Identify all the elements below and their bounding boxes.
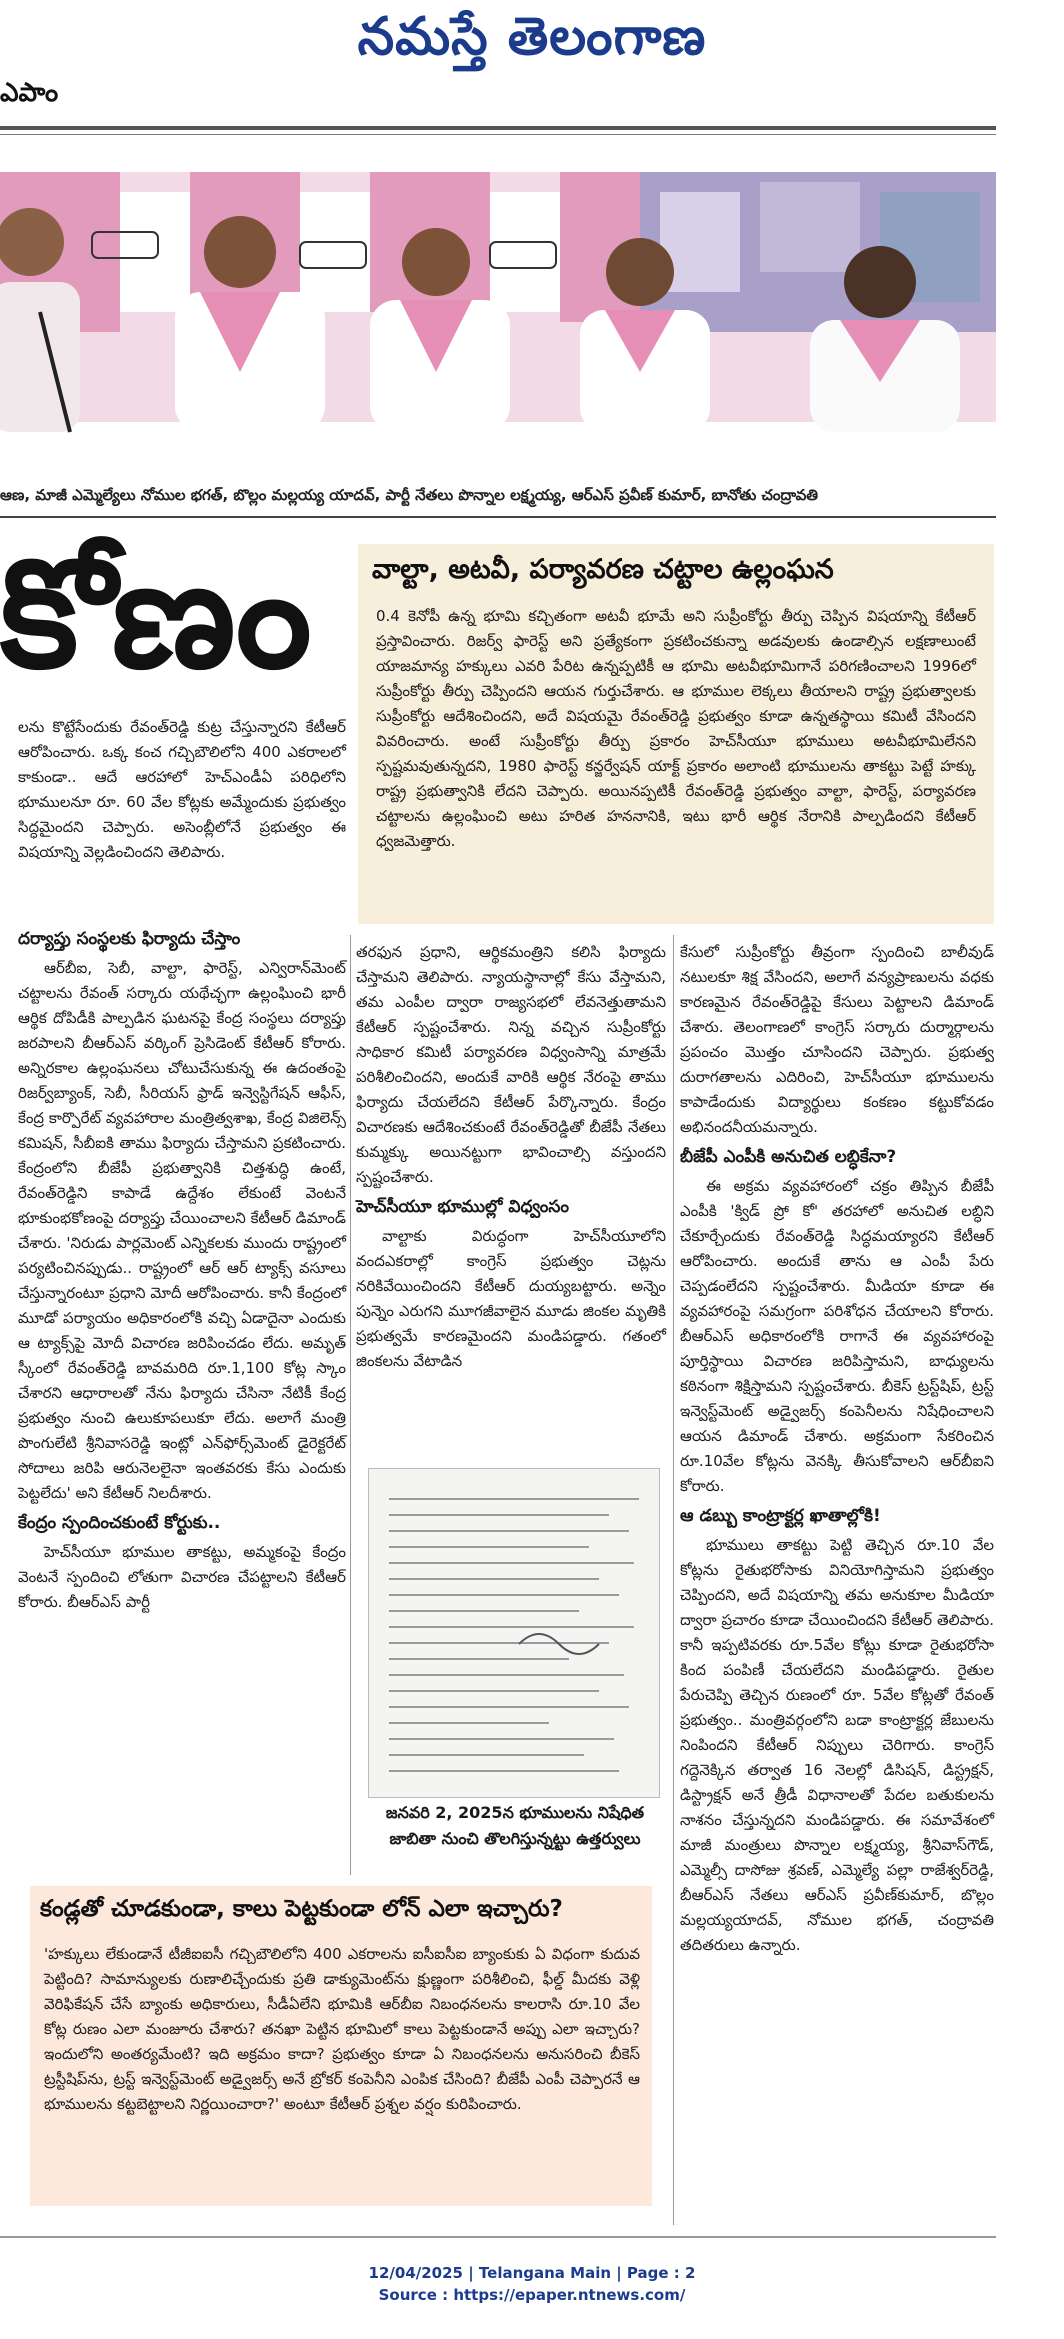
column-3-paragraph-2: ఈ అక్రమ వ్యవహారంలో చక్రం తిప్పిన బీజేపీ ఎంపీకి 'క్విడ్ ప్రో కో' తరహాలో అనుచిత లబ్ధిని చేకూర్చేందుకు రేవంత్‌రెడ్డి సిద్ధమయ్యారని కేటీఆర్ ఆరోపించారు. అందుకే తాను ఆ ఎంపీ పేరు చెప్పడంలేదని స్పష్టంచేశారు. మీడియా కూడా ఈ వ్యవహారంపై సమగ్రంగా పరిశోధన చేయాలని కోరారు. బీఆర్‌ఎస్ అధికారంలోకి రాగానే ఈ వ్యవహారంపై పూర్తిస్థాయి విచారణ జరిపిస్తామని, బాధ్యులను కఠినంగా శిక్షిస్తామని స్పష్టంచేశారు. బీకెస్ ట్రస్ట్‌షిప్, ట్రస్ట్ ఇన్వెస్ట్‌మెంట్ అడ్వైజర్స్ కంపెనీలను నిషేధించాలని ఆయన డిమాండ్ చేశారు. అక్రమంగా సేకరించిన రూ.10వేల కోట్లను వెనక్కి తీసుకోవాలని ఆర్‌బీఐని కోరారు.	[680, 1177, 994, 1495]
column-1-paragraph-1: ఆర్‌బీఐ, సెబీ, వాల్టా, ఫారెస్ట్, ఎన్విరాన్‌మెంట్ చట్టాలను రేవంత్ సర్కారు యథేచ్ఛగా ఉల్లంఘించి భారీ ఆర్థిక దోపిడీకి పాల్పడిన ఘటనపై కేంద్ర సంస్థలు దర్యాప్తు జరపాలని బీఆర్‌ఎస్ వర్కింగ్ ప్రెసిడెంట్ కేటీఆర్ కోరారు. అన్నిరకాల ఉల్లంఘనలు చోటుచేసుకున్న ఈ ఉదంతంపై రిజర్వ్‌బ్యాంక్, సెబీ, సీరియస్ ఫ్రాడ్ ఇన్వెస్టిగేషన్ ఆఫీస్, కేంద్ర కార్పొరేట్ వ్యవహారాల మంత్రిత్వశాఖ, కేంద్ర విజిలెన్స్ కమిషన్, సీబీఐకి తాము ఫిర్యాదు చేస్తామని ప్రకటించారు. కేంద్రంలోని బీజేపీ ప్రభుత్వానికి చిత్తశుద్ధి ఉంటే, రేవంత్‌రెడ్డిని కాపాడే ఉద్దేశం లేకుంటే వెంటనే భూకుంభకోణంపై దర్యాప్తు చేయించాలని కేటీఆర్ డిమాండ్ చేశారు. 'నిరుడు పార్లమెంట్ ఎన్నికలకు ముందు రాష్ట్రంలో పర్యటించినప్పుడు.. రాష్ట్రంలో ఆర్ ఆర్ ట్యాక్స్ వసూలు చేస్తున్నారంటూ ప్రధాని మోదీ ఆరోపించారు. కానీ కేంద్రంలో మూడో పర్యాయం అధికారంలోకి వచ్చి ఏడాదైనా ఎందుకు ఆ ట్యాక్స్‌పై మోదీ విచారణ జరిపించడం లేదు. అమృత్ స్కీంలో రేవంత్‌రెడ్డి బావమరిది రూ.1,100 కోట్ల స్కాం చేశారని ఆధారాలతో నేను ఫిర్యాదు చేసినా నేటికీ కేంద్ర ప్రభుత్వం నుంచి ఉలుకూపలుకూ లేదు. అలాగే మంత్రి పొంగులేటి శ్రీనివాసరెడ్డి ఇంట్లో ఎన్‌ఫోర్స్‌మెంట్ డైరెక్టరేట్ సోదాలు జరిపి ఆరునెలలైనా ఇంతవరకు కేసు ఎందుకు పెట్టలేదు' అని కేటీఆర్ నిలదీశారు.	[18, 959, 346, 1502]
caption-rule	[0, 516, 996, 518]
masthead-rule	[0, 126, 996, 130]
headline-fragment: కోణం	[0, 528, 308, 702]
column-1-paragraph-2: హెచ్‌సీయూ భూముల తాకట్టు, అమ్మకంపై కేంద్రం వెంటనే స్పందించి లోతుగా విచారణ చేపట్టాలని కేటీఆర్ కోరారు. బీఆర్‌ఎస్ పార్టీ	[18, 1543, 346, 1611]
column-2-paragraph-1: తరఫున ప్రధాని, ఆర్థికమంత్రిని కలిసి ఫిర్యాదు చేస్తామని తెలిపారు. న్యాయస్థానాల్లో కేసు వేస్తామని, తమ ఎంపీల ద్వారా రాజ్యసభలో లేవనెత్తుతామని కేటీఆర్ స్పష్టంచేశారు. నిన్న వచ్చిన సుప్రీంకోర్టు సాధికార కమిటీ పర్యావరణ విధ్వంసాన్ని మాత్రమే పరిశీలించిందని, అందుకే వారికి ఆర్థిక నేరంపై తాము ఫిర్యాదు చేయలేదని కేటీఆర్ పేర్కొన్నారు. కేంద్రం విచారణకు ఆదేశించకుంటే రేవంత్‌రెడ్డితో బీజేపీ నేతలు కుమ్మక్కు అయినట్టుగా భావించాల్సి వస్తుందని స్పష్టంచేశారు.	[356, 943, 666, 1186]
subheading-destruction: హెచ్‌సీయూ భూముల్లో విధ్వంసం	[356, 1197, 569, 1217]
column-3	[680, 940, 994, 1960]
newspaper-title: నమస్తే తెలంగాణ	[357, 6, 707, 67]
column-1	[18, 924, 346, 1617]
subheading-bjp-mp: బీజేపీ ఎంపీకి అనుచిత లబ్ధికేనా?	[680, 1147, 897, 1167]
sidebar-box-title: వాల్టా, అటవీ, పర్యావరణ చట్టాల ఉల్లంఘన	[372, 554, 834, 585]
subheading-contractors: ఆ డబ్బు కాంట్రాక్టర్ల ఖాతాల్లోకి!	[680, 1506, 881, 1526]
column-2-paragraph-2: వాల్టాకు విరుద్ధంగా హెచ్‌సీయూలోని వందఎకరాల్లో కాంగ్రెస్ ప్రభుత్వం చెట్లను నరికివేయించిందని కేటీఆర్ దుయ్యబట్టారు. అన్నెం పున్నెం ఎరుగని మూగజీవాలైన మూడు జింకల మృతికి ప్రభుత్వమే కారణమైందని మండిపడ్డారు. గతంలో జింకలను వేటాడిన	[356, 1227, 666, 1370]
footer-source-link[interactable]: Source : https://epaper.ntnews.com/	[378, 2286, 686, 2304]
masthead	[0, 0, 1064, 108]
government-order-caption: జనవరి 2, 2025న భూములను నిషేధిత జాబితా నుంచి తొలగిస్తున్నట్టు ఉత్తర్వులు	[385, 1803, 645, 1848]
footer-date-edition: 12/04/2025 | Telangana Main | Page : 2	[368, 2264, 696, 2282]
column-3-paragraph-3: భూములు తాకట్టు పెట్టి తెచ్చిన రూ.10 వేల కోట్లను రైతుభరోసాకు వినియోగిస్తామని ప్రభుత్వం చెప్పిందని, అదే విషయాన్ని తమ అనుకూల మీడియా ద్వారా ప్రచారం కూడా చేయించిందని కేటీఆర్ తెలిపారు. కానీ ఇప్పటివరకు రూ.5వేల కోట్లు కూడా రైతుభరోసా కింద పంపిణీ చేయలేదని మండిపడ్డారు. రైతుల పేరుచెప్పి తెచ్చిన రుణంలో రూ. 5వేల కోట్లతో రేవంత్ ప్రభుత్వం.. మంత్రివర్గంలోని బడా కాంట్రాక్టర్ల జేబులను నింపిందని కేటీఆర్ నిప్పులు చెరిగారు. కాంగ్రెస్ గద్దెనెక్కిన తర్వాత 16 నెలల్లో డిసిషన్, డిస్ట్రక్షన్, డిస్ట్రాక్షన్ అనే త్రీడీ విధానాలతో పేదల బతుకులను నాశనం చేస్తున్నదని మండిపడ్డారు. ఈ సమావేశంలో మాజీ మంత్రులు పొన్నాల లక్ష్మయ్య, శ్రీనివాస్‌గౌడ్, ఎమ్మెల్సీ దాసోజు శ్రవణ్, ఎమ్మెల్యే పల్లా రాజేశ్వర్‌రెడ్డి, బీఆర్‌ఎస్ నేతలు ఆర్‌ఎస్ ప్రవీణ్‌కుమార్, బొల్లం మల్లయ్యయాదవ్, నోముల భగత్, చంద్రావతి తదితరులు ఉన్నారు.	[680, 1536, 994, 1954]
photo-illustration	[0, 172, 996, 482]
footer	[0, 2262, 1064, 2306]
sidebar-box-body: 0.4 కెనోపీ ఉన్న భూమి కచ్చితంగా అటవీ భూమే అని సుప్రీంకోర్టు తీర్పు చెప్పిన విషయాన్ని కేటీఆర్ ప్రస్తావించారు. రిజర్వ్ ఫారెస్ట్ అని ప్రత్యేకంగా ప్రకటించకున్నా అడవులకు ఉండాల్సిన లక్షణాలుంటే యాజమాన్య హక్కులు ఎవరి పేరిట ఉన్నప్పటికీ ఆ భూమి అటవీభూమిగానే పరిగణించాలని 1996లో సుప్రీంకోర్టు తీర్పు చెప్పిందని ఆయన గుర్తుచేశారు. ఆ భూముల లెక్కలు తీయాలని రాష్ట్ర ప్రభుత్వాలకు సుప్రీంకోర్టు ఆదేశించిందని, అదే విషయమై రేవంత్‌రెడ్డి ప్రభుత్వం కూడా ఉన్నతస్థాయి కమిటీ వేసిందని వివరించారు. అంటే సుప్రీంకోర్టు తీర్పు ప్రకారం హెచ్‌సీయూ భూములు అటవీభూమిలేనని స్పష్టమవుతున్నదని, 1980 ఫారెస్ట్ కన్జర్వేషన్ యాక్ట్ ప్రకారం అలాంటి భూములను తాకట్టు పెట్టే హక్కు రాష్ట్ర ప్రభుత్వానికి లేదని చెప్పారు. అయినప్పటికీ రేవంత్‌రెడ్డి ప్రభుత్వం వాల్టా, ఫారెస్ట్, పర్యావరణ చట్టాలను ఉల్లంఘించి అటు హరిత హననానికి, ఇటు భారీ ఆర్థిక నేరానికి పాల్పడిందని కేటీఆర్ ధ్వజమెత్తారు.	[376, 607, 976, 850]
column-3-paragraph-1: కేసులో సుప్రీంకోర్టు తీవ్రంగా స్పందించి బాలీవుడ్ నటులకూ శిక్ష వేసిందని, అలాగే వన్యప్రాణులను వధకు కారణమైన రేవంత్‌రెడ్డిపై కేసులు పెట్టాలని డిమాండ్ చేశారు. తెలంగాణలో కాంగ్రెస్ సర్కారు దుర్మార్గాలను ప్రపంచం మొత్తం చూసిందని చెప్పారు. ప్రభుత్వ దురాగతాలను ఎదిరించి, హెచ్‌సీయూ భూములను కాపాడేందుకు విద్యార్థులు కంకణం కట్టుకోవడం అభినందనీయమన్నారు.	[680, 943, 994, 1136]
press-meet-photo	[0, 172, 996, 482]
column-divider	[673, 935, 674, 2225]
masthead-rule-thin	[0, 134, 996, 135]
document-scan-illustration	[369, 1469, 659, 1797]
government-order-image	[368, 1468, 660, 1798]
sidebar-box-walta	[358, 544, 994, 924]
subheading-court: కేంద్రం స్పందించకుంటే కోర్టుకు..	[18, 1513, 221, 1533]
footer-rule	[0, 2236, 996, 2238]
bottom-box-body: 'హక్కులు లేకుండానే టీజీఐఐసీ గచ్చిబౌలిలోని 400 ఎకరాలను ఐసీఐసీఐ బ్యాంకుకు ఏ విధంగా కుదువ పెట్టింది? సామాన్యులకు రుణాలిచ్చేందుకు ప్రతి డాక్యుమెంట్‌ను క్షుణ్ణంగా పరిశీలించి, ఫీల్డ్ మీదకు వెళ్లి వెరిఫికేషన్ చేసే బ్యాంకు అధికారులు, సీడీఏలేని భూమికి ఆర్‌బీఐ నిబంధనలను కాలరాసి రూ.10 వేల కోట్ల రుణం ఎలా మంజూరు చేశారు? తనఖా పెట్టిన భూమిలో కాలు పెట్టకుండానే అప్పు ఎలా ఇచ్చారు? ఇందులోని అంతర్యమేంటి? ఇది అక్రమం కాదా? ప్రభుత్వం కూడా ఏ నిబంధనలను అనుసరించి బీకెస్ ట్రస్టీషిప్‌ను, ట్రస్ట్ ఇన్వెస్ట్‌మెంట్ అడ్వైజర్స్ అనే బ్రోకర్ కంపెనీని ఎంపిక చేసింది? బీజేపీ ఎంపీ చెప్పారనే ఆ భూములను కట్టబెట్టాలని నిర్ణయించారా?' అంటూ కేటీఆర్ ప్రశ్నల వర్షం కురిపించారు.	[44, 1945, 641, 2113]
masthead-left-fragment: ఎపాం	[0, 78, 59, 108]
bottom-box-title: కండ్లతో చూడకుండా, కాలు పెట్టకుండా లోన్ ఎలా ఇచ్చారు?	[40, 1896, 563, 1922]
column-1-intro-text: లను కొట్టేసేందుకు రేవంత్‌రెడ్డి కుట్ర చేస్తున్నారని కేటీఆర్ ఆరోపించారు. ఒక్క కంచ గచ్చిబౌలిలోని 400 ఎకరాలలో కాకుండా.. ఆదే ఆరహాలో హెచ్‌ఎండీఏ పరిధిలోని భూములనూ రూ. 60 వేల కోట్లకు అమ్మేందుకు ప్రభుత్వం సిద్ధమైందని చెప్పారు. అసెంబ్లీలోనే ప్రభుత్వం ఈ విషయాన్ని వెల్లడించిందని తెలిపారు.	[18, 718, 346, 861]
column-2	[356, 940, 666, 1376]
column-1-intro	[18, 715, 346, 867]
subheading-complaint: దర్యాప్తు సంస్థలకు ఫిర్యాదు చేస్తాం	[18, 929, 241, 949]
bottom-box-loan	[30, 1886, 652, 2206]
column-divider	[350, 935, 351, 1875]
photo-caption: ఆణ, మాజీ ఎమ్మెల్యేలు నోముల భగత్, బొల్లం మల్లయ్య యాదవ్, పార్టీ నేతలు పొన్నాల లక్ష్మయ్య, ఆర్‌ఎస్ ప్రవీణ్ కుమార్, బానోతు చంద్రావతి	[0, 486, 819, 504]
